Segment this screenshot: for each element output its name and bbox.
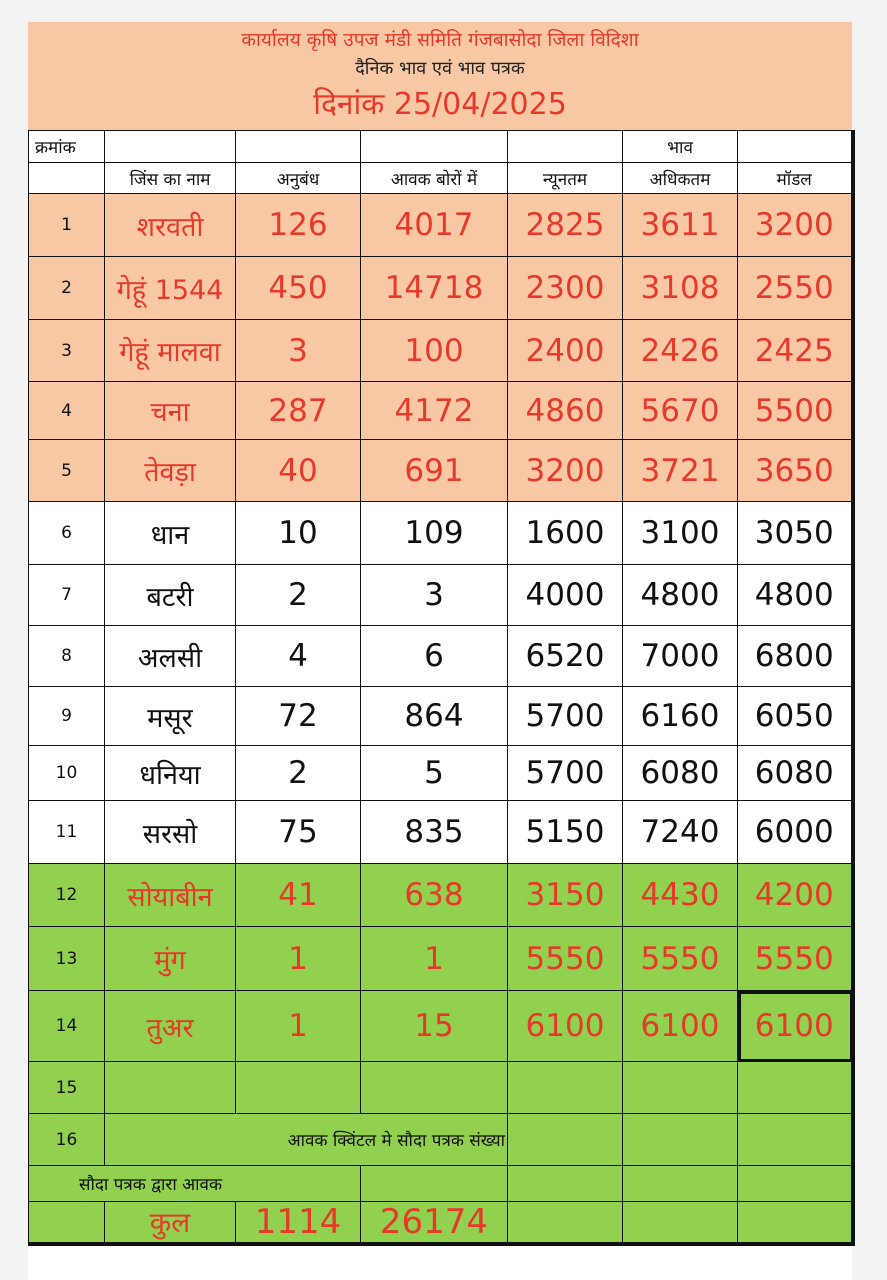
crop-name-cell: तेवड़ा: [105, 440, 236, 502]
empty-cell: [361, 1166, 508, 1202]
arrival-cell: 5: [361, 746, 508, 801]
contract-cell: 3: [236, 320, 361, 382]
header-blank: [236, 131, 361, 163]
sheet-date: दिनांक 25/04/2025: [313, 87, 567, 122]
sheet-subtitle: दैनिक भाव एवं भाव पत्रक: [355, 58, 525, 79]
rates-table: [28, 130, 855, 1246]
serial-number-cell: 6: [29, 502, 105, 565]
serial-number-cell: 5: [29, 440, 105, 502]
arrival-cell: 1: [361, 927, 508, 991]
min-cell: 4000: [508, 565, 623, 626]
max-price-header: अधिकतम: [623, 163, 738, 194]
serial-number-cell: 7: [29, 565, 105, 626]
serial-number-cell: 16: [29, 1114, 105, 1166]
serial-number-cell: 14: [29, 991, 105, 1062]
modal-cell: 6050: [738, 687, 853, 746]
office-name: कार्यालय कृषि उपज मंडी समिति गंजबासोदा जिला विदिशा: [241, 29, 639, 51]
empty-cell: [623, 1166, 738, 1202]
crop-name-cell: धनिया: [105, 746, 236, 801]
contract-cell: 10: [236, 502, 361, 565]
crop-name-header: जिंस का नाम: [105, 163, 236, 194]
contract-cell: 450: [236, 257, 361, 320]
table-row-empty: [29, 1062, 853, 1114]
contract-cell: 40: [236, 440, 361, 502]
contract-cell: 2: [236, 565, 361, 626]
modal-cell: 4800: [738, 565, 853, 626]
crop-name-cell: धान: [105, 502, 236, 565]
empty-cell: [738, 1202, 853, 1245]
contract-header: अनुबंध: [236, 163, 361, 194]
crop-name-cell: सरसो: [105, 801, 236, 864]
min-cell: 4860: [508, 382, 623, 440]
serial-number-cell: 10: [29, 746, 105, 801]
min-cell: 5550: [508, 927, 623, 991]
modal-cell: 6100: [738, 991, 853, 1062]
total-label: कुल: [105, 1202, 236, 1245]
arrival-cell: 835: [361, 801, 508, 864]
arrival-quintal-note: आवक क्विंटल मे सौदा पत्रक संख्या: [105, 1114, 508, 1166]
max-cell: 4800: [623, 565, 738, 626]
table-row: [29, 927, 853, 991]
arrival-cell: 109: [361, 502, 508, 565]
min-cell: 5150: [508, 801, 623, 864]
modal-cell: 2550: [738, 257, 853, 320]
header-blank: [29, 163, 105, 194]
arrival-cell: 100: [361, 320, 508, 382]
header-blank: [508, 131, 623, 163]
contract-cell: 4: [236, 626, 361, 687]
table-row-sauda: [29, 1166, 853, 1202]
table-row: [29, 991, 853, 1062]
serial-number-cell: 3: [29, 320, 105, 382]
crop-name-cell: चना: [105, 382, 236, 440]
min-price-header: न्यूनतम: [508, 163, 623, 194]
min-cell: 6520: [508, 626, 623, 687]
modal-cell: 6080: [738, 746, 853, 801]
contract-cell: 1: [236, 927, 361, 991]
table-row: [29, 687, 853, 746]
serial-number-cell: 12: [29, 864, 105, 927]
crop-name-cell: सोयाबीन: [105, 864, 236, 927]
table-row: [29, 257, 853, 320]
empty-cell: [508, 1166, 623, 1202]
total-arrival: 26174: [361, 1202, 508, 1245]
min-cell: 5700: [508, 687, 623, 746]
table-row: [29, 440, 853, 502]
contract-cell: 1: [236, 991, 361, 1062]
contract-cell: 2: [236, 746, 361, 801]
max-cell: 4430: [623, 864, 738, 927]
modal-cell: 6000: [738, 801, 853, 864]
arrival-cell: 15: [361, 991, 508, 1062]
empty-cell: [361, 1062, 508, 1114]
bhav-header: भाव: [623, 131, 738, 163]
arrival-cell: 6: [361, 626, 508, 687]
contract-cell: 287: [236, 382, 361, 440]
max-cell: 7240: [623, 801, 738, 864]
max-cell: 3721: [623, 440, 738, 502]
modal-cell: 5550: [738, 927, 853, 991]
table-row: [29, 382, 853, 440]
crop-name-cell: अलसी: [105, 626, 236, 687]
max-cell: 5670: [623, 382, 738, 440]
max-cell: 6160: [623, 687, 738, 746]
crop-name-cell: शरवती: [105, 194, 236, 257]
table-row: [29, 502, 853, 565]
max-cell: 3100: [623, 502, 738, 565]
modal-price-header: मॉडल: [738, 163, 853, 194]
arrival-cell: 691: [361, 440, 508, 502]
empty-cell: [738, 1166, 853, 1202]
min-cell: 3200: [508, 440, 623, 502]
modal-cell: 5500: [738, 382, 853, 440]
table-row: [29, 194, 853, 257]
empty-cell: [105, 1062, 236, 1114]
serial-number-cell: 8: [29, 626, 105, 687]
arrival-cell: 4172: [361, 382, 508, 440]
table-row-total: [29, 1202, 853, 1245]
sauda-patrak-label: सौदा पत्रक द्वारा आवक: [29, 1166, 361, 1202]
modal-cell: 4200: [738, 864, 853, 927]
contract-cell: 75: [236, 801, 361, 864]
table-row-note: [29, 1114, 853, 1166]
serial-number-cell: 11: [29, 801, 105, 864]
empty-cell: [29, 1202, 105, 1245]
min-cell: 5700: [508, 746, 623, 801]
arrival-cell: 864: [361, 687, 508, 746]
serial-number-cell: 9: [29, 687, 105, 746]
header-blank: [738, 131, 853, 163]
max-cell: 6100: [623, 991, 738, 1062]
crop-name-cell: तुअर: [105, 991, 236, 1062]
table-row: [29, 746, 853, 801]
min-cell: 2300: [508, 257, 623, 320]
header-row-2: [29, 163, 853, 194]
modal-cell: 2425: [738, 320, 853, 382]
max-cell: 5550: [623, 927, 738, 991]
max-cell: 6080: [623, 746, 738, 801]
table-row: [29, 626, 853, 687]
max-cell: 3108: [623, 257, 738, 320]
empty-cell: [623, 1062, 738, 1114]
empty-cell: [623, 1114, 738, 1166]
empty-cell: [236, 1062, 361, 1114]
contract-cell: 126: [236, 194, 361, 257]
min-cell: 1600: [508, 502, 623, 565]
min-cell: 2825: [508, 194, 623, 257]
modal-cell: 3050: [738, 502, 853, 565]
crop-name-cell: गेहूं 1544: [105, 257, 236, 320]
min-cell: 6100: [508, 991, 623, 1062]
table-row: [29, 801, 853, 864]
crop-name-cell: बटरी: [105, 565, 236, 626]
serial-number-cell: 13: [29, 927, 105, 991]
max-cell: 7000: [623, 626, 738, 687]
arrival-cell: 638: [361, 864, 508, 927]
max-cell: 2426: [623, 320, 738, 382]
empty-cell: [623, 1202, 738, 1245]
crop-name-cell: मुंग: [105, 927, 236, 991]
arrival-bags-header: आवक बोरों में: [361, 163, 508, 194]
table-row: [29, 320, 853, 382]
empty-cell: [738, 1114, 853, 1166]
sheet-header: [28, 22, 852, 134]
arrival-cell: 14718: [361, 257, 508, 320]
crop-name-cell: मसूर: [105, 687, 236, 746]
empty-cell: [508, 1114, 623, 1166]
arrival-cell: 4017: [361, 194, 508, 257]
contract-cell: 72: [236, 687, 361, 746]
header-blank: [361, 131, 508, 163]
serial-number-cell: 4: [29, 382, 105, 440]
total-contract: 1114: [236, 1202, 361, 1245]
contract-cell: 41: [236, 864, 361, 927]
max-cell: 3611: [623, 194, 738, 257]
empty-cell: [508, 1062, 623, 1114]
crop-name-cell: गेहूं मालवा: [105, 320, 236, 382]
serial-number-cell: 2: [29, 257, 105, 320]
modal-cell: 6800: [738, 626, 853, 687]
modal-cell: 3650: [738, 440, 853, 502]
empty-cell: [508, 1202, 623, 1245]
min-cell: 3150: [508, 864, 623, 927]
modal-cell: 3200: [738, 194, 853, 257]
empty-cell: [738, 1062, 853, 1114]
serial-number-cell: 15: [29, 1062, 105, 1114]
table-row: [29, 864, 853, 927]
serial-number-cell: 1: [29, 194, 105, 257]
rates-table-body: [29, 131, 853, 1245]
table-row: [29, 565, 853, 626]
header-row-1: [29, 131, 853, 163]
min-cell: 2400: [508, 320, 623, 382]
header-blank: [105, 131, 236, 163]
arrival-cell: 3: [361, 565, 508, 626]
serial-header: क्रमांक: [29, 131, 105, 163]
